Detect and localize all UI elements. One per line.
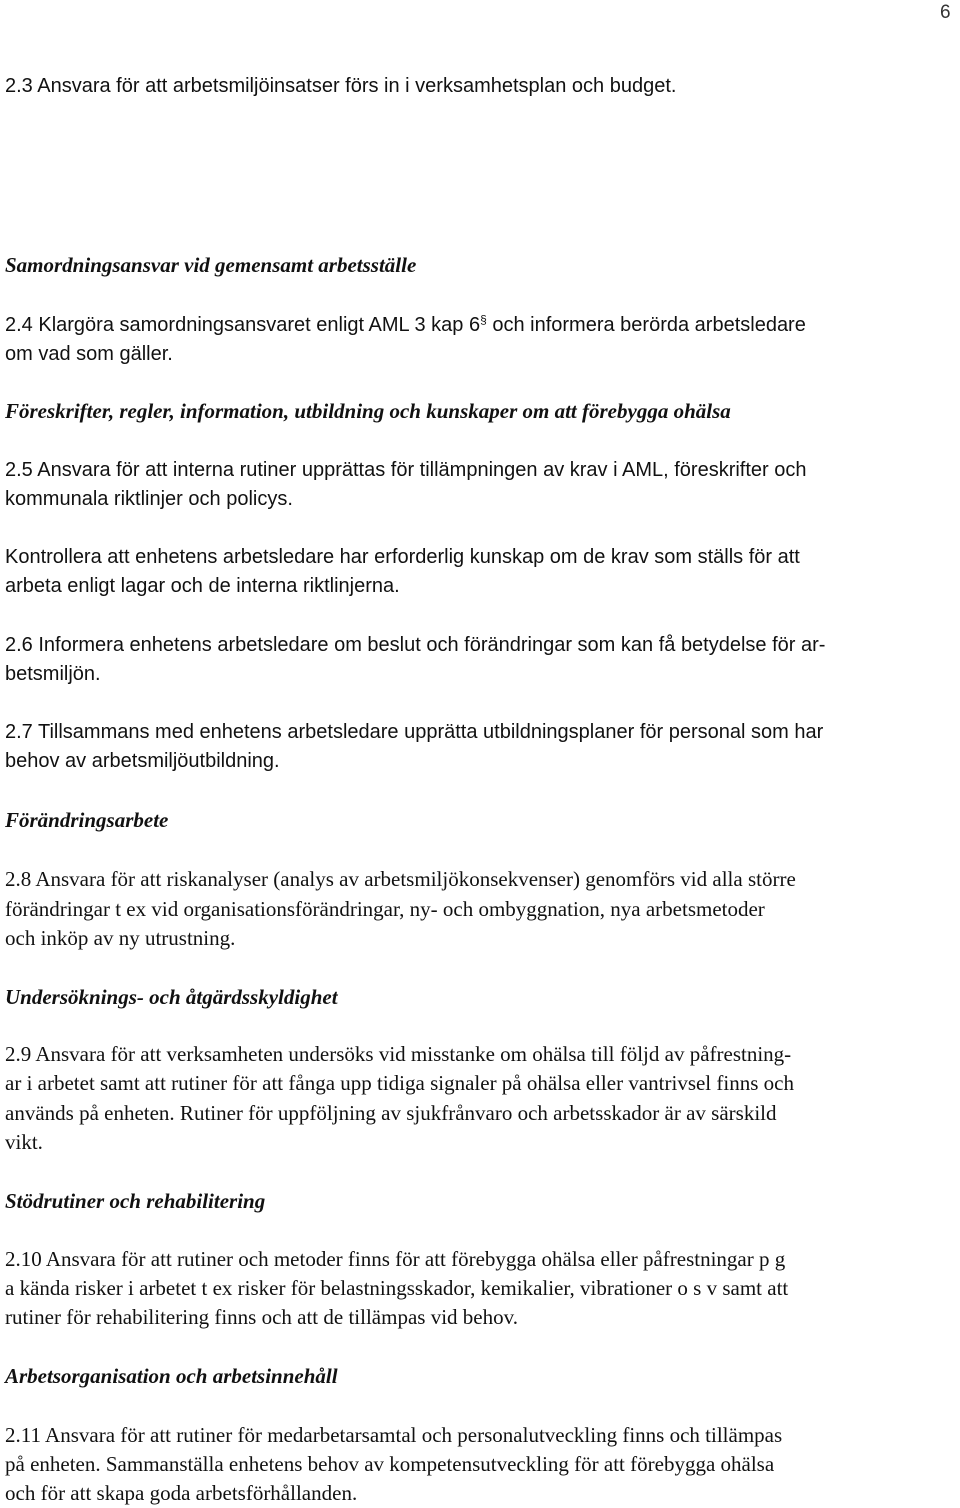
item-2-7-line-1: 2.7 Tillsammans med enhetens arbetsledare upprätta utbildningsplaner för personal som har (5, 721, 824, 743)
item-2-8-line-2: förändringar t ex vid organisationsförändringar, ny- och ombyggnation, nya arbetsmetoder (5, 897, 765, 921)
item-2-4-text-a: 2.4 Klargöra samordningsansvaret enligt AML 3 kap 6 (5, 314, 481, 336)
item-2-10-line-1: 2.10 Ansvara för att rutiner och metoder finns för att förebygga ohälsa eller påfrestningar p g (5, 1247, 786, 1271)
heading-arbetsorganisation: Arbetsorganisation och arbetsinnehåll (5, 1364, 338, 1388)
heading-samordningsansvar: Samordningsansvar vid gemensamt arbetsställe (5, 253, 417, 277)
item-2-7-line-2: behov av arbetsmiljöutbildning. (5, 750, 280, 772)
heading-undersokning: Undersöknings- och åtgärdsskyldighet (5, 985, 338, 1009)
item-2-4-line-1 (5, 310, 806, 340)
item-2-11-line-2: på enheten. Sammanställa enhetens behov av kompetensutveckling för att förebygga ohälsa (5, 1452, 775, 1476)
item-2-5-line-1: 2.5 Ansvara för att interna rutiner upprättas för tillämpningen av krav i AML, föreskrifter och (5, 459, 807, 481)
item-2-6-line-2: betsmiljön. (5, 663, 101, 685)
item-2-9-line-3: används på enheten. Rutiner för uppföljning av sjukfrånvaro och arbetsskador är av särskild (5, 1101, 777, 1125)
heading-foreskrifter: Föreskrifter, regler, information, utbildning och kunskaper om att förebygga ohälsa (5, 399, 731, 423)
item-2-8-line-3: och inköp av ny utrustning. (5, 926, 236, 950)
item-2-4-text-b: och informera berörda arbetsledare (486, 314, 806, 336)
item-2-11-line-1: 2.11 Ansvara för att rutiner för medarbetarsamtal och personalutveckling finns och tillämpas (5, 1423, 783, 1447)
paragraph-sign: § (480, 312, 487, 327)
kontrollera-line-1: Kontrollera att enhetens arbetsledare har erforderlig kunskap om de krav som ställs för att (5, 546, 800, 568)
item-2-3: 2.3 Ansvara för att arbetsmiljöinsatser förs in i verksamhetsplan och budget. (5, 75, 677, 97)
kontrollera-line-2: arbeta enligt lagar och de interna riktlinjerna. (5, 575, 400, 597)
item-2-9-line-2: ar i arbetet samt att rutiner för att fånga upp tidiga signaler på ohälsa eller vantrivsel finns och (5, 1071, 794, 1095)
item-2-9-line-4: vikt. (5, 1130, 43, 1154)
heading-stodrutiner: Stödrutiner och rehabilitering (5, 1189, 266, 1213)
item-2-10-line-2: a kända risker i arbetet t ex risker för belastningsskador, kemikalier, vibrationer o s v samt att (5, 1276, 789, 1300)
item-2-11-line-3: och för att skapa goda arbetsförhållanden. (5, 1481, 358, 1505)
item-2-10-line-3: rutiner för rehabilitering finns och att de tillämpas vid behov. (5, 1305, 518, 1329)
item-2-9-line-1: 2.9 Ansvara för att verksamheten undersöks vid misstanke om ohälsa till följd av påfrestning- (5, 1042, 792, 1066)
item-2-6-line-1: 2.6 Informera enhetens arbetsledare om beslut och förändringar som kan få betydelse för ar- (5, 634, 826, 656)
item-2-5-line-2: kommunala riktlinjer och policys. (5, 488, 293, 510)
item-2-8-line-1: 2.8 Ansvara för att riskanalyser (analys av arbetsmiljökonsekvenser) genomförs vid alla större (5, 867, 796, 891)
page-number: 6 (940, 2, 951, 23)
heading-forandringsarbete: Förändringsarbete (5, 808, 169, 832)
item-2-4-line-2: om vad som gäller. (5, 343, 173, 365)
